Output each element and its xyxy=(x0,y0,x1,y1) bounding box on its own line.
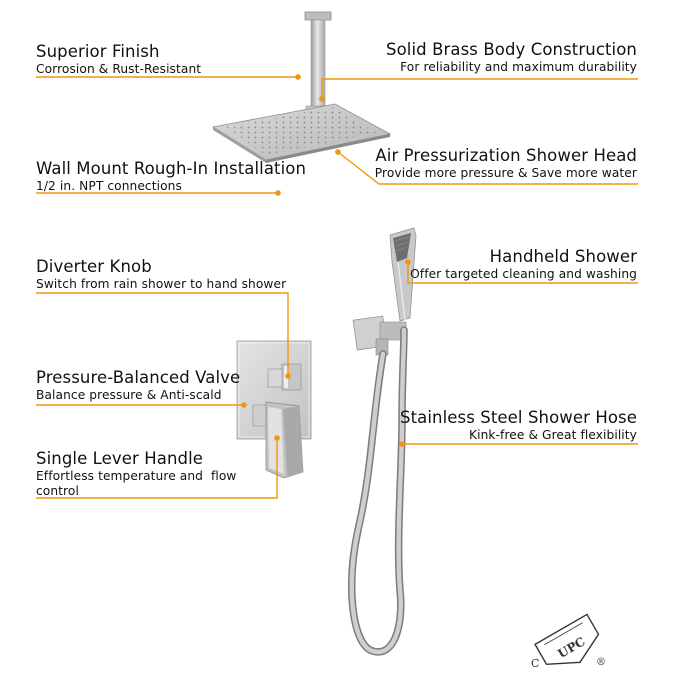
hose-title: Stainless Steel Shower Hose xyxy=(400,408,637,427)
handheld-shower-subtitle: Offer targeted cleaning and washing xyxy=(410,267,637,281)
wall-mount-title: Wall Mount Rough-In Installation xyxy=(36,159,307,178)
upc-certification-logo xyxy=(531,614,606,675)
hand-shower-holder xyxy=(353,316,406,355)
callout-wall-mount xyxy=(36,159,306,194)
solid-brass-title: Solid Brass Body Construction xyxy=(386,40,637,59)
wall-mount-subtitle: 1/2 in. NPT connections xyxy=(36,179,182,193)
rain-shower-head xyxy=(213,104,390,163)
callout-air-pressurization xyxy=(375,146,637,181)
svg-text:UPC: UPC xyxy=(555,634,588,661)
svg-text:C: C xyxy=(531,657,540,670)
hose-subtitle: Kink-free & Great flexibility xyxy=(469,428,637,442)
handheld-shower-title: Handheld Shower xyxy=(489,247,637,266)
lever-handle-title: Single Lever Handle xyxy=(36,449,204,468)
callout-diverter-knob xyxy=(36,257,286,292)
lever-handle-subtitle: Effortless temperature and flow control xyxy=(36,469,241,498)
callout-pressure-valve xyxy=(36,368,240,403)
callout-solid-brass xyxy=(386,40,637,75)
leader-solid-brass xyxy=(322,79,638,97)
pressure-valve-subtitle: Balance pressure & Anti-scald xyxy=(36,388,222,402)
callout-handheld-shower xyxy=(410,247,637,282)
ceiling-arm xyxy=(305,12,331,114)
air-pressurization-subtitle: Provide more pressure & Save more water xyxy=(374,166,637,180)
shower-hose xyxy=(352,330,404,652)
superior-finish-title: Superior Finish xyxy=(36,42,160,61)
solid-brass-subtitle: For reliability and maximum durability xyxy=(400,60,637,74)
svg-text:®: ® xyxy=(596,657,606,668)
air-pressurization-title: Air Pressurization Shower Head xyxy=(375,146,637,165)
pressure-valve-title: Pressure-Balanced Valve xyxy=(36,368,241,387)
diverter-knob-title: Diverter Knob xyxy=(36,257,152,276)
callout-superior-finish xyxy=(36,42,201,77)
callout-lever-handle xyxy=(36,449,276,499)
superior-finish-subtitle: Corrosion & Rust-Resistant xyxy=(36,62,202,76)
diverter-knob-subtitle: Switch from rain shower to hand shower xyxy=(36,277,287,291)
callout-hose xyxy=(400,408,637,443)
